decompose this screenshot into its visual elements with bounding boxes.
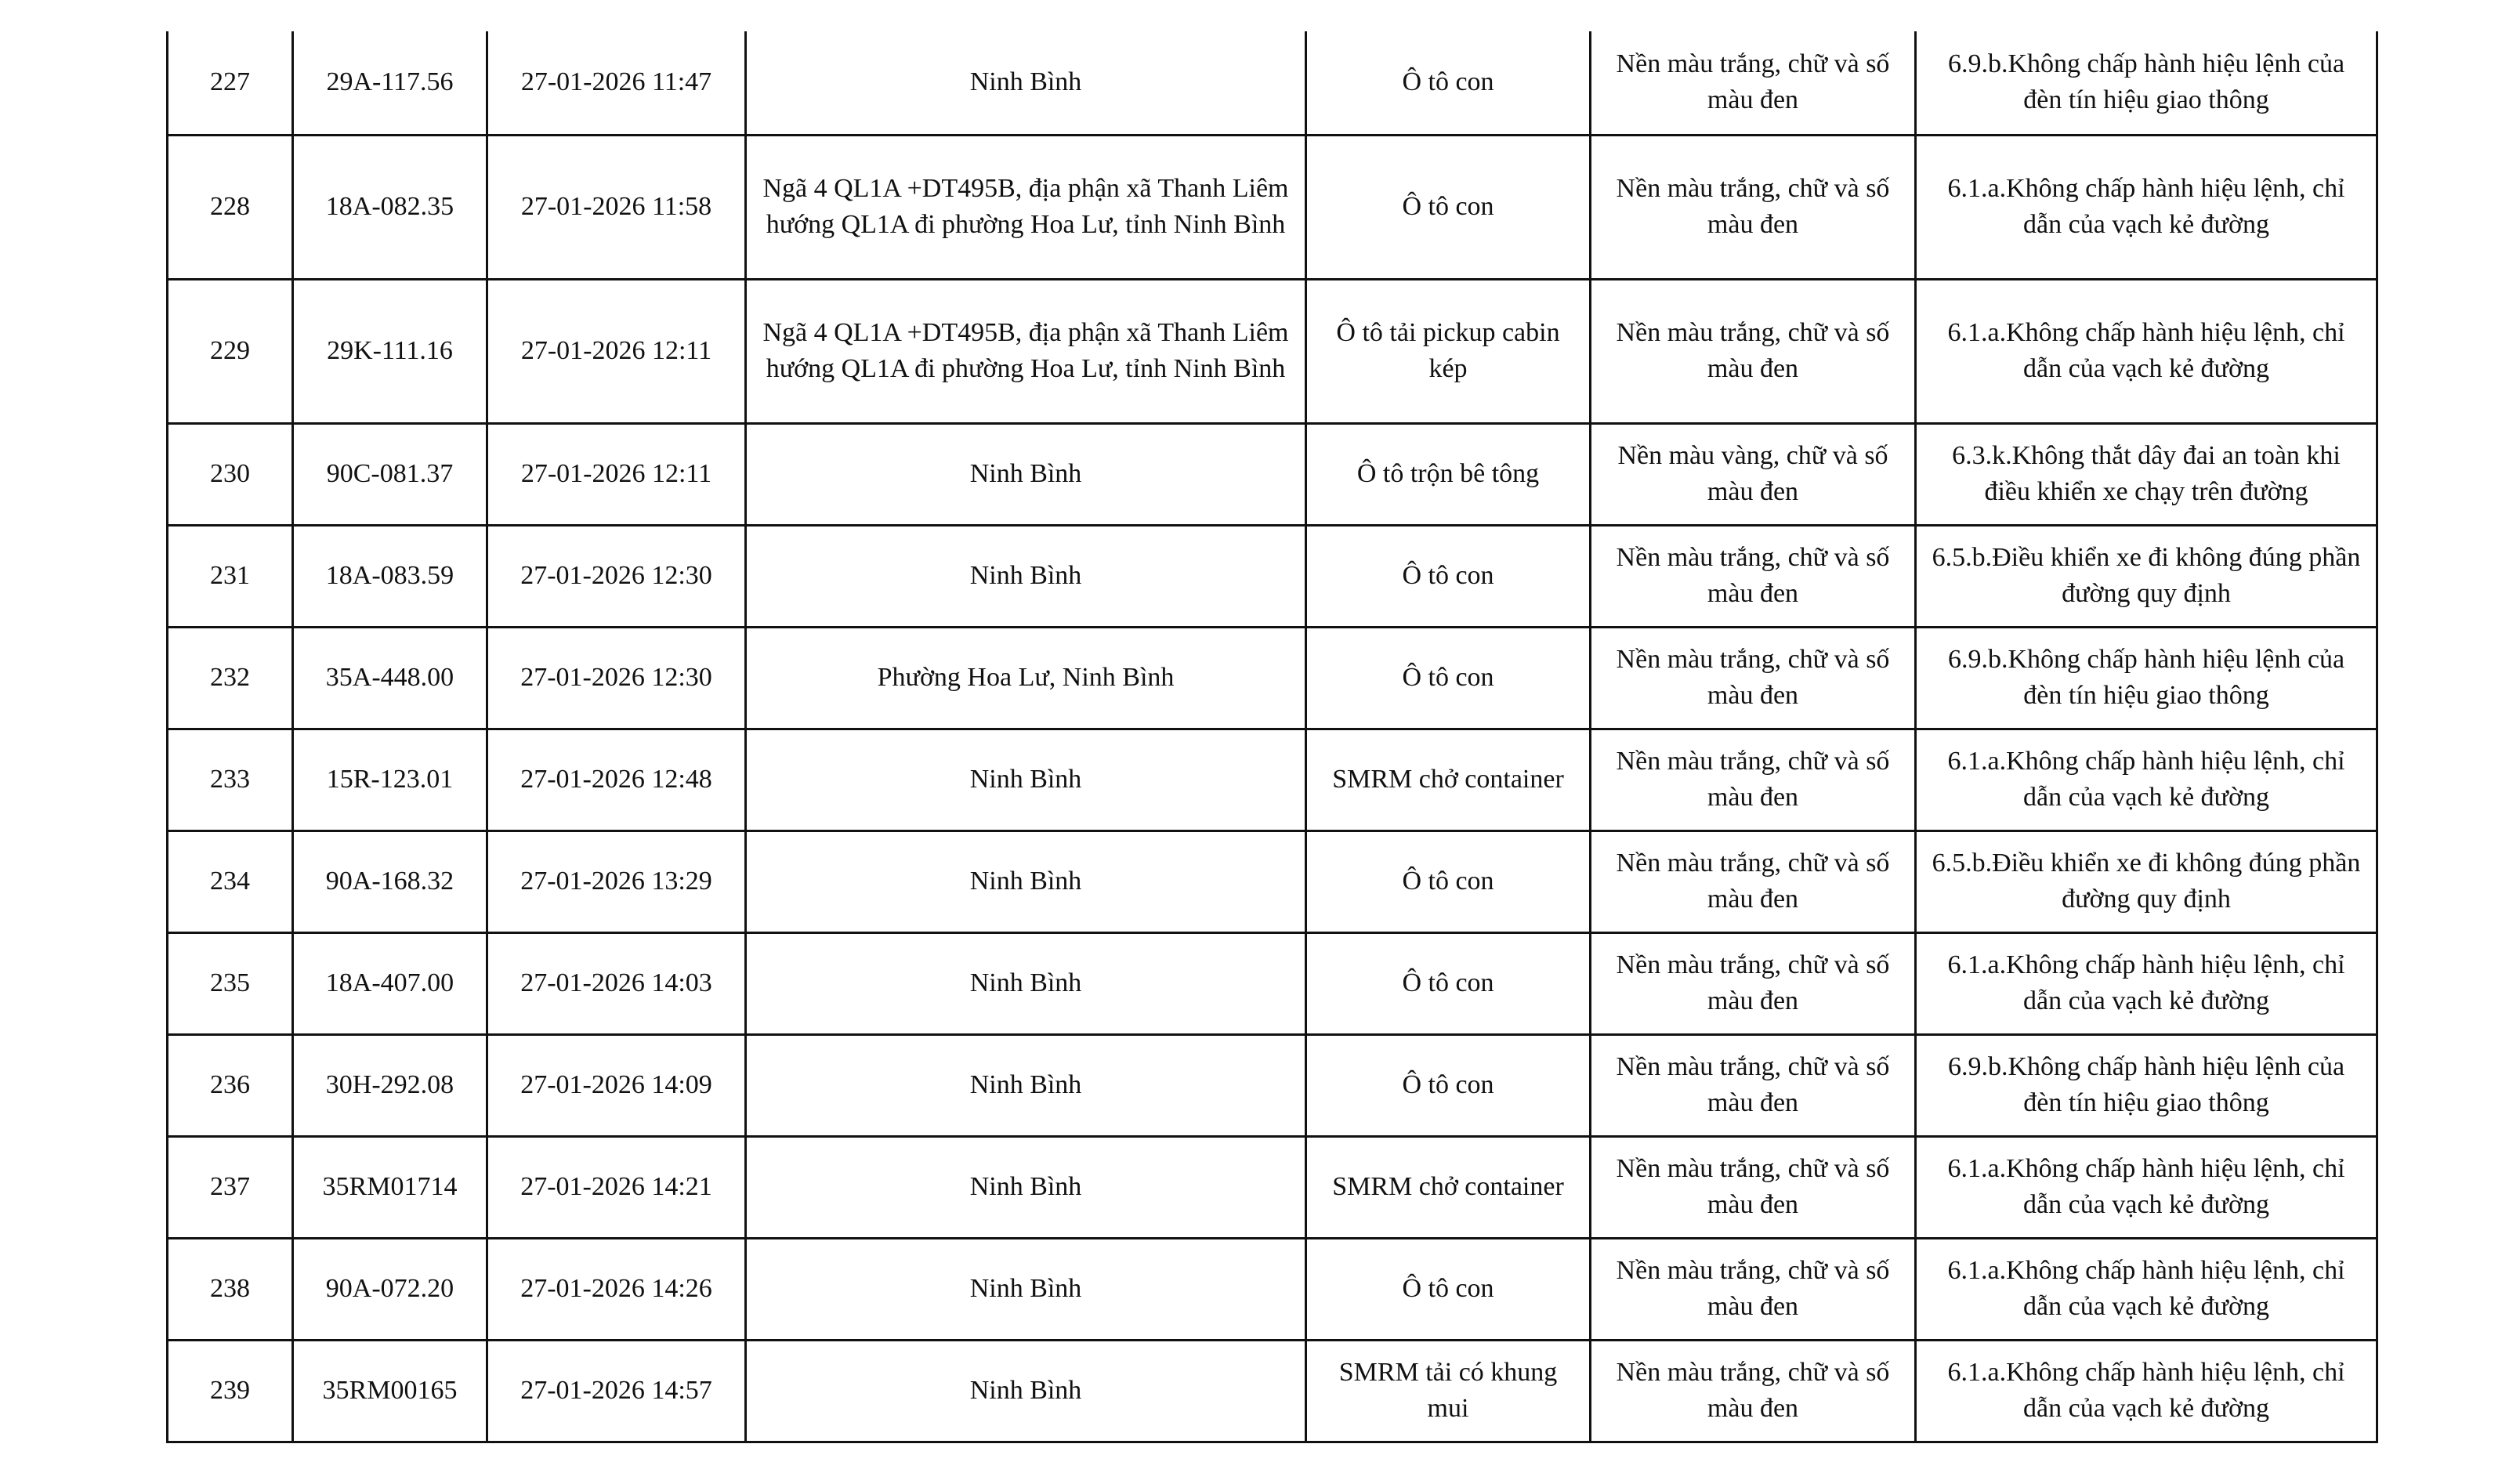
plate-color-cell xyxy=(1591,135,1916,279)
violation-time: 27-01-2026 14:57 xyxy=(520,1376,712,1405)
license-plate-cell xyxy=(293,525,487,627)
table-row xyxy=(168,279,2377,423)
vehicle-type: Ô tô con xyxy=(1402,663,1494,692)
plate-color-cell xyxy=(1591,1034,1916,1136)
table-row xyxy=(168,729,2377,831)
row-number-cell xyxy=(168,1238,293,1340)
violation-location-cell xyxy=(746,279,1306,423)
violation-time-cell xyxy=(487,729,746,831)
row-number: 232 xyxy=(210,663,250,692)
vehicle-type-cell xyxy=(1306,932,1591,1034)
row-number: 230 xyxy=(210,459,250,488)
vehicle-type: Ô tô con xyxy=(1402,1274,1494,1303)
plate-color: Nền màu trắng, chữ và số màu đen xyxy=(1616,318,1890,383)
table-row xyxy=(168,831,2377,932)
row-number: 238 xyxy=(210,1274,250,1303)
license-plate: 35RM00165 xyxy=(322,1376,458,1405)
plate-color-cell xyxy=(1591,525,1916,627)
license-plate-cell xyxy=(293,932,487,1034)
row-number-cell xyxy=(168,729,293,831)
vehicle-type-cell xyxy=(1306,31,1591,135)
row-number-cell xyxy=(168,831,293,932)
violation-time: 27-01-2026 11:58 xyxy=(520,192,712,221)
row-number-cell xyxy=(168,423,293,525)
violation-location: Ninh Bình xyxy=(969,561,1082,590)
license-plate: 30H-292.08 xyxy=(325,1070,454,1099)
license-plate-cell xyxy=(293,729,487,831)
row-number: 239 xyxy=(210,1376,250,1405)
license-plate: 90C-081.37 xyxy=(326,459,454,488)
violation-location-cell xyxy=(746,627,1306,729)
license-plate-cell xyxy=(293,135,487,279)
violation-location: Ninh Bình xyxy=(969,765,1082,794)
violation-location-cell xyxy=(746,932,1306,1034)
vehicle-type-cell xyxy=(1306,627,1591,729)
violation-description: 6.1.a.Không chấp hành hiệu lệnh, chỉ dẫn của vạch kẻ đường xyxy=(1947,1358,2345,1423)
violation-location-cell xyxy=(746,1136,1306,1238)
plate-color: Nền màu trắng, chữ và số màu đen xyxy=(1616,747,1890,812)
vehicle-type-cell xyxy=(1306,1136,1591,1238)
violation-time-cell xyxy=(487,1238,746,1340)
row-number-cell xyxy=(168,279,293,423)
plate-color: Nền màu trắng, chữ và số màu đen xyxy=(1616,543,1890,608)
vehicle-type: Ô tô con xyxy=(1402,968,1494,997)
row-number-cell xyxy=(168,1034,293,1136)
plate-color-cell xyxy=(1591,279,1916,423)
violation-time: 27-01-2026 13:29 xyxy=(520,867,712,896)
row-number: 234 xyxy=(210,867,250,896)
violation-description-cell xyxy=(1916,627,2377,729)
violation-description-cell xyxy=(1916,831,2377,932)
vehicle-type-cell xyxy=(1306,525,1591,627)
violation-description: 6.1.a.Không chấp hành hiệu lệnh, chỉ dẫn của vạch kẻ đường xyxy=(1947,318,2345,383)
row-number: 235 xyxy=(210,968,250,997)
violation-location: Ngã 4 QL1A +DT495B, địa phận xã Thanh Liêm hướng QL1A đi phường Hoa Lư, tỉnh Ninh Bình xyxy=(762,174,1289,239)
license-plate-cell xyxy=(293,627,487,729)
violation-time-cell xyxy=(487,1136,746,1238)
vehicle-type: Ô tô tải pickup cabin kép xyxy=(1336,318,1560,383)
vehicle-type: Ô tô con xyxy=(1402,867,1494,896)
plate-color-cell xyxy=(1591,627,1916,729)
table-row xyxy=(168,1136,2377,1238)
vehicle-type: Ô tô con xyxy=(1402,561,1494,590)
table-row xyxy=(168,1340,2377,1442)
plate-color: Nền màu trắng, chữ và số màu đen xyxy=(1616,849,1890,914)
violation-description: 6.9.b.Không chấp hành hiệu lệnh của đèn tín hiệu giao thông xyxy=(1947,49,2345,115)
license-plate: 18A-407.00 xyxy=(325,968,454,997)
violation-time-cell xyxy=(487,135,746,279)
license-plate: 90A-072.20 xyxy=(325,1274,454,1303)
plate-color: Nền màu trắng, chữ và số màu đen xyxy=(1616,1052,1890,1117)
table-row xyxy=(168,31,2377,135)
violation-time-cell xyxy=(487,1340,746,1442)
row-number: 228 xyxy=(210,192,250,221)
violation-time-cell xyxy=(487,831,746,932)
license-plate: 90A-168.32 xyxy=(325,867,454,896)
vehicle-type-cell xyxy=(1306,1238,1591,1340)
violation-location: Ninh Bình xyxy=(969,67,1082,97)
vehicle-type-cell xyxy=(1306,1034,1591,1136)
license-plate: 18A-083.59 xyxy=(325,561,454,590)
plate-color: Nền màu trắng, chữ và số màu đen xyxy=(1616,950,1890,1015)
violation-description: 6.1.a.Không chấp hành hiệu lệnh, chỉ dẫn của vạch kẻ đường xyxy=(1947,747,2345,812)
violation-time-cell xyxy=(487,279,746,423)
row-number-cell xyxy=(168,627,293,729)
violation-description: 6.1.a.Không chấp hành hiệu lệnh, chỉ dẫn của vạch kẻ đường xyxy=(1947,174,2345,239)
violation-description: 6.1.a.Không chấp hành hiệu lệnh, chỉ dẫn của vạch kẻ đường xyxy=(1947,1154,2345,1219)
violation-location: Ninh Bình xyxy=(969,1376,1082,1405)
violation-time-cell xyxy=(487,525,746,627)
table-row xyxy=(168,1238,2377,1340)
vehicle-type-cell xyxy=(1306,423,1591,525)
violation-location-cell xyxy=(746,729,1306,831)
row-number: 229 xyxy=(210,336,250,365)
plate-color: Nền màu trắng, chữ và số màu đen xyxy=(1616,174,1890,239)
violation-time: 27-01-2026 14:09 xyxy=(520,1070,712,1099)
row-number-cell xyxy=(168,525,293,627)
violation-location-cell xyxy=(746,1340,1306,1442)
violation-location-cell xyxy=(746,135,1306,279)
plate-color: Nền màu trắng, chữ và số màu đen xyxy=(1616,1358,1890,1423)
vehicle-type-cell xyxy=(1306,135,1591,279)
violation-location-cell xyxy=(746,831,1306,932)
row-number: 231 xyxy=(210,561,250,590)
violation-description-cell xyxy=(1916,135,2377,279)
table-body xyxy=(168,31,2377,1442)
plate-color-cell xyxy=(1591,31,1916,135)
plate-color-cell xyxy=(1591,423,1916,525)
plate-color-cell xyxy=(1591,1238,1916,1340)
row-number: 233 xyxy=(210,765,250,794)
vehicle-type-cell xyxy=(1306,279,1591,423)
violation-location-cell xyxy=(746,525,1306,627)
violation-time-cell xyxy=(487,31,746,135)
license-plate-cell xyxy=(293,1238,487,1340)
violation-description-cell xyxy=(1916,31,2377,135)
license-plate-cell xyxy=(293,31,487,135)
license-plate: 35A-448.00 xyxy=(325,663,454,692)
row-number-cell xyxy=(168,1340,293,1442)
row-number-cell xyxy=(168,135,293,279)
table-row xyxy=(168,423,2377,525)
violation-description: 6.5.b.Điều khiển xe đi không đúng phần đường quy định xyxy=(1932,543,2361,608)
violation-description: 6.1.a.Không chấp hành hiệu lệnh, chỉ dẫn của vạch kẻ đường xyxy=(1947,1256,2345,1321)
violation-location: Phường Hoa Lư, Ninh Bình xyxy=(877,663,1175,692)
violation-description: 6.3.k.Không thắt dây đai an toàn khi điều khiển xe chạy trên đường xyxy=(1952,441,2341,506)
violation-time-cell xyxy=(487,423,746,525)
license-plate: 18A-082.35 xyxy=(325,192,454,221)
violation-location: Ngã 4 QL1A +DT495B, địa phận xã Thanh Liêm hướng QL1A đi phường Hoa Lư, tỉnh Ninh Bình xyxy=(762,318,1289,383)
plate-color-cell xyxy=(1591,831,1916,932)
violation-description-cell xyxy=(1916,423,2377,525)
violation-description: 6.1.a.Không chấp hành hiệu lệnh, chỉ dẫn của vạch kẻ đường xyxy=(1947,950,2345,1015)
violation-location: Ninh Bình xyxy=(969,1274,1082,1303)
violation-description-cell xyxy=(1916,1340,2377,1442)
violation-description-cell xyxy=(1916,1034,2377,1136)
violation-time: 27-01-2026 12:30 xyxy=(520,561,712,590)
plate-color-cell xyxy=(1591,1136,1916,1238)
plate-color-cell xyxy=(1591,1340,1916,1442)
row-number-cell xyxy=(168,31,293,135)
violation-time-cell xyxy=(487,1034,746,1136)
violation-description: 6.5.b.Điều khiển xe đi không đúng phần đường quy định xyxy=(1932,849,2361,914)
violation-description-cell xyxy=(1916,932,2377,1034)
plate-color-cell xyxy=(1591,932,1916,1034)
vehicle-type: SMRM chở container xyxy=(1332,765,1564,794)
violation-time: 27-01-2026 12:30 xyxy=(520,663,712,692)
violation-description-cell xyxy=(1916,1136,2377,1238)
license-plate-cell xyxy=(293,1136,487,1238)
plate-color-cell xyxy=(1591,729,1916,831)
plate-color: Nền màu vàng, chữ và số màu đen xyxy=(1617,441,1888,506)
table-row xyxy=(168,932,2377,1034)
vehicle-type-cell xyxy=(1306,1340,1591,1442)
violation-description: 6.9.b.Không chấp hành hiệu lệnh của đèn tín hiệu giao thông xyxy=(1947,1052,2345,1117)
violation-location-cell xyxy=(746,1238,1306,1340)
violation-time: 27-01-2026 12:11 xyxy=(520,459,712,488)
row-number: 237 xyxy=(210,1172,250,1201)
license-plate-cell xyxy=(293,423,487,525)
row-number-cell xyxy=(168,1136,293,1238)
plate-color: Nền màu trắng, chữ và số màu đen xyxy=(1616,1256,1890,1321)
violation-location-cell xyxy=(746,1034,1306,1136)
violation-time-cell xyxy=(487,627,746,729)
license-plate-cell xyxy=(293,831,487,932)
violation-location: Ninh Bình xyxy=(969,1172,1082,1201)
vehicle-type: SMRM chở container xyxy=(1332,1172,1564,1201)
violation-time-cell xyxy=(487,932,746,1034)
vehicle-type: Ô tô con xyxy=(1402,1070,1494,1099)
violation-time: 27-01-2026 11:47 xyxy=(520,67,712,97)
violation-location: Ninh Bình xyxy=(969,968,1082,997)
table-row xyxy=(168,1034,2377,1136)
violation-location: Ninh Bình xyxy=(969,459,1082,488)
table-row xyxy=(168,525,2377,627)
table-row xyxy=(168,627,2377,729)
vehicle-type: Ô tô con xyxy=(1402,192,1494,221)
vehicle-type-cell xyxy=(1306,729,1591,831)
vehicle-type: Ô tô con xyxy=(1402,67,1494,97)
violation-location-cell xyxy=(746,31,1306,135)
vehicle-type: Ô tô trộn bê tông xyxy=(1356,459,1540,488)
violation-description-cell xyxy=(1916,1238,2377,1340)
violation-location-cell xyxy=(746,423,1306,525)
license-plate-cell xyxy=(293,1340,487,1442)
violation-description: 6.9.b.Không chấp hành hiệu lệnh của đèn tín hiệu giao thông xyxy=(1947,645,2345,710)
license-plate: 29K-111.16 xyxy=(327,336,453,365)
row-number: 236 xyxy=(210,1070,250,1099)
violation-description-cell xyxy=(1916,279,2377,423)
vehicle-type-cell xyxy=(1306,831,1591,932)
violation-location: Ninh Bình xyxy=(969,1070,1082,1099)
violation-time: 27-01-2026 14:03 xyxy=(520,968,712,997)
license-plate: 15R-123.01 xyxy=(326,765,454,794)
row-number-cell xyxy=(168,932,293,1034)
plate-color: Nền màu trắng, chữ và số màu đen xyxy=(1616,645,1890,710)
violation-description-cell xyxy=(1916,729,2377,831)
license-plate-cell xyxy=(293,1034,487,1136)
license-plate: 29A-117.56 xyxy=(326,67,454,97)
violations-table xyxy=(166,31,2378,1443)
table-row xyxy=(168,135,2377,279)
plate-color: Nền màu trắng, chữ và số màu đen xyxy=(1616,49,1890,115)
violation-time: 27-01-2026 14:21 xyxy=(520,1172,712,1201)
vehicle-type: SMRM tải có khung mui xyxy=(1338,1358,1558,1423)
violation-time: 27-01-2026 12:48 xyxy=(520,765,712,794)
plate-color: Nền màu trắng, chữ và số màu đen xyxy=(1616,1154,1890,1219)
violation-description-cell xyxy=(1916,525,2377,627)
license-plate: 35RM01714 xyxy=(322,1172,458,1201)
license-plate-cell xyxy=(293,279,487,423)
violation-time: 27-01-2026 14:26 xyxy=(520,1274,712,1303)
violation-location: Ninh Bình xyxy=(969,867,1082,896)
violation-time: 27-01-2026 12:11 xyxy=(520,336,712,365)
row-number: 227 xyxy=(210,67,250,97)
